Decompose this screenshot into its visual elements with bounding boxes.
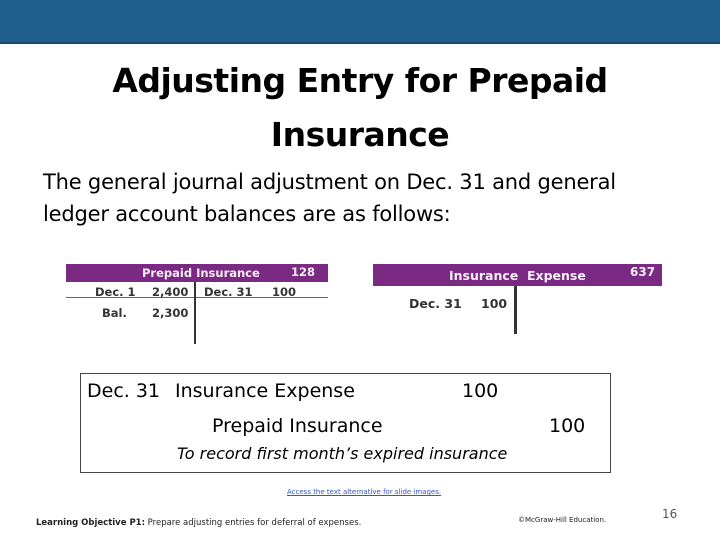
journal-debit-account: Insurance Expense xyxy=(175,380,355,402)
balance-label: Bal. xyxy=(102,306,127,320)
slide-title-line1: Adjusting Entry for Prepaid xyxy=(112,61,608,100)
account-number: 637 xyxy=(630,265,656,279)
t-account-header xyxy=(373,264,662,286)
t-account-insurance-expense xyxy=(373,264,662,336)
credit-amount: 100 xyxy=(272,285,297,299)
top-banner xyxy=(0,0,720,44)
text-alternative-link[interactable]: Access the text alternative for slide images. xyxy=(287,488,442,496)
journal-caption: To record first month’s expired insurance xyxy=(177,444,508,463)
t-account-header xyxy=(66,264,328,282)
t-account-center-line xyxy=(514,286,517,334)
credit-date: Dec. 31 xyxy=(204,285,253,299)
page-number: 16 xyxy=(662,507,678,521)
journal-date: Dec. 31 xyxy=(87,380,161,402)
learning-objective xyxy=(36,518,361,528)
journal-credit-account: Prepaid Insurance xyxy=(212,415,383,437)
account-name: Prepaid Insurance xyxy=(142,266,260,280)
t-account-prepaid-insurance xyxy=(66,264,328,346)
slide-title-line2: Insurance xyxy=(270,115,450,154)
account-name: Insurance Expense xyxy=(449,268,586,283)
debit-date: Dec. 1 xyxy=(95,285,136,299)
t-account-center-line xyxy=(194,282,196,344)
debit-date: Dec. 31 xyxy=(409,296,462,311)
journal-entry-box xyxy=(80,373,611,473)
journal-credit-amount: 100 xyxy=(549,415,586,437)
body-line1: The general journal adjustment on Dec. 31 and general xyxy=(43,170,616,194)
learning-objective-label: Learning Objective P1: xyxy=(36,518,145,528)
journal-debit-amount: 100 xyxy=(462,380,499,402)
account-number: 128 xyxy=(291,265,316,279)
debit-amount: 100 xyxy=(481,296,508,311)
balance-amount: 2,300 xyxy=(152,306,189,320)
copyright: ©McGraw-Hill Education. xyxy=(518,516,607,524)
debit-amount: 2,400 xyxy=(152,285,189,299)
learning-objective-text: Prepare adjusting entries for deferral of expenses. xyxy=(144,518,362,528)
slide-body-text xyxy=(43,166,703,230)
body-line2: ledger account balances are as follows: xyxy=(43,202,451,226)
slide-title xyxy=(60,54,660,162)
